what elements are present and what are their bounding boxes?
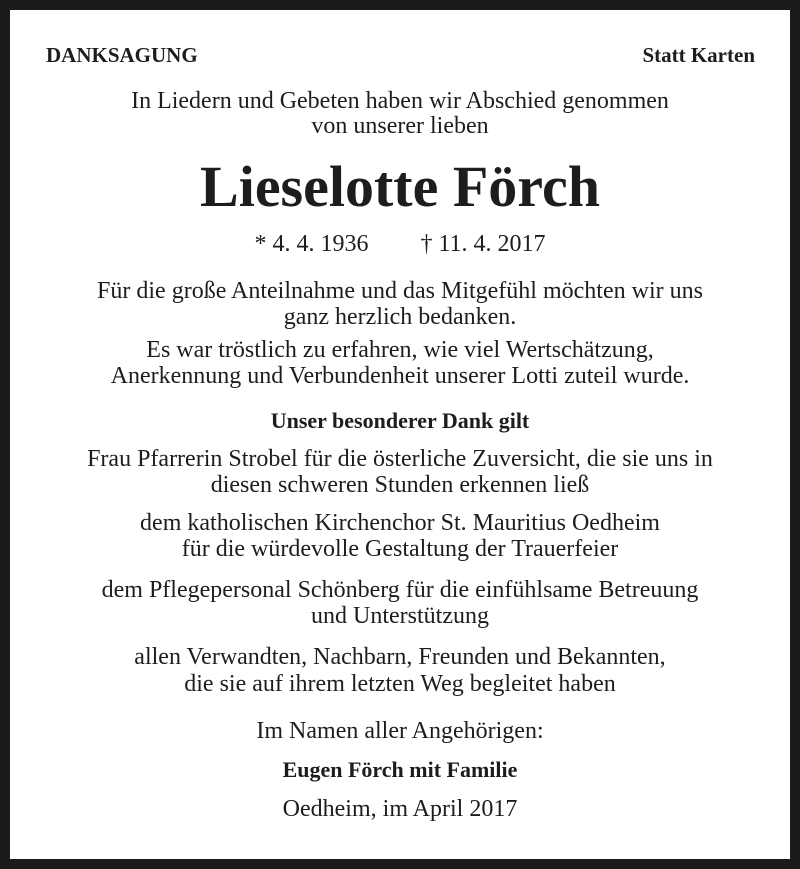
life-dates [10,231,790,257]
thanks-line: Für die große Anteilnahme und das Mitgefühl möchten wir uns [97,278,703,304]
closing-line: Im Namen aller Angehörigen: [256,718,544,744]
special-thanks-line: diesen schweren Stunden erkennen ließ [210,472,590,498]
special-thanks-line: allen Verwandten, Nachbarn, Freunden und Bekannten, [134,644,666,670]
heading-danksagung: DANKSAGUNG [46,43,198,67]
heading-statt-karten: Statt Karten [642,43,755,67]
special-thanks-line: Frau Pfarrerin Strobel für die österliche Zuversicht, die sie uns in [87,446,713,472]
thanks-line: Es war tröstlich zu erfahren, wie viel Wertschätzung, [146,337,654,363]
death-date: † 11. 4. 2017 [420,231,546,257]
special-thanks-line: für die würdevolle Gestaltung der Trauerfeier [181,536,619,562]
special-thanks-line: und Unterstützung [311,603,489,629]
birth-date: * 4. 4. 1936 [254,231,369,257]
intro-line: von unserer lieben [311,113,489,139]
special-thanks-line: die sie auf ihrem letzten Weg begleitet haben [184,671,616,697]
signature: Eugen Förch mit Familie [282,757,518,782]
place-date: Oedheim, im April 2017 [282,796,518,822]
thanks-line: ganz herzlich bedanken. [283,304,517,330]
obituary-notice [10,10,790,859]
special-thanks-line: dem Pflegepersonal Schönberg für die einfühlsame Betreuung [101,577,699,603]
thanks-line: Anerkennung und Verbundenheit unserer Lotti zuteil wurde. [110,363,690,389]
special-thanks-line: dem katholischen Kirchenchor St. Mauritius Oedheim [140,510,660,536]
intro-line: In Liedern und Gebeten haben wir Abschied genommen [131,88,669,114]
deceased-name: Lieselotte Förch [200,154,600,219]
special-heading: Unser besonderer Dank gilt [270,408,530,433]
